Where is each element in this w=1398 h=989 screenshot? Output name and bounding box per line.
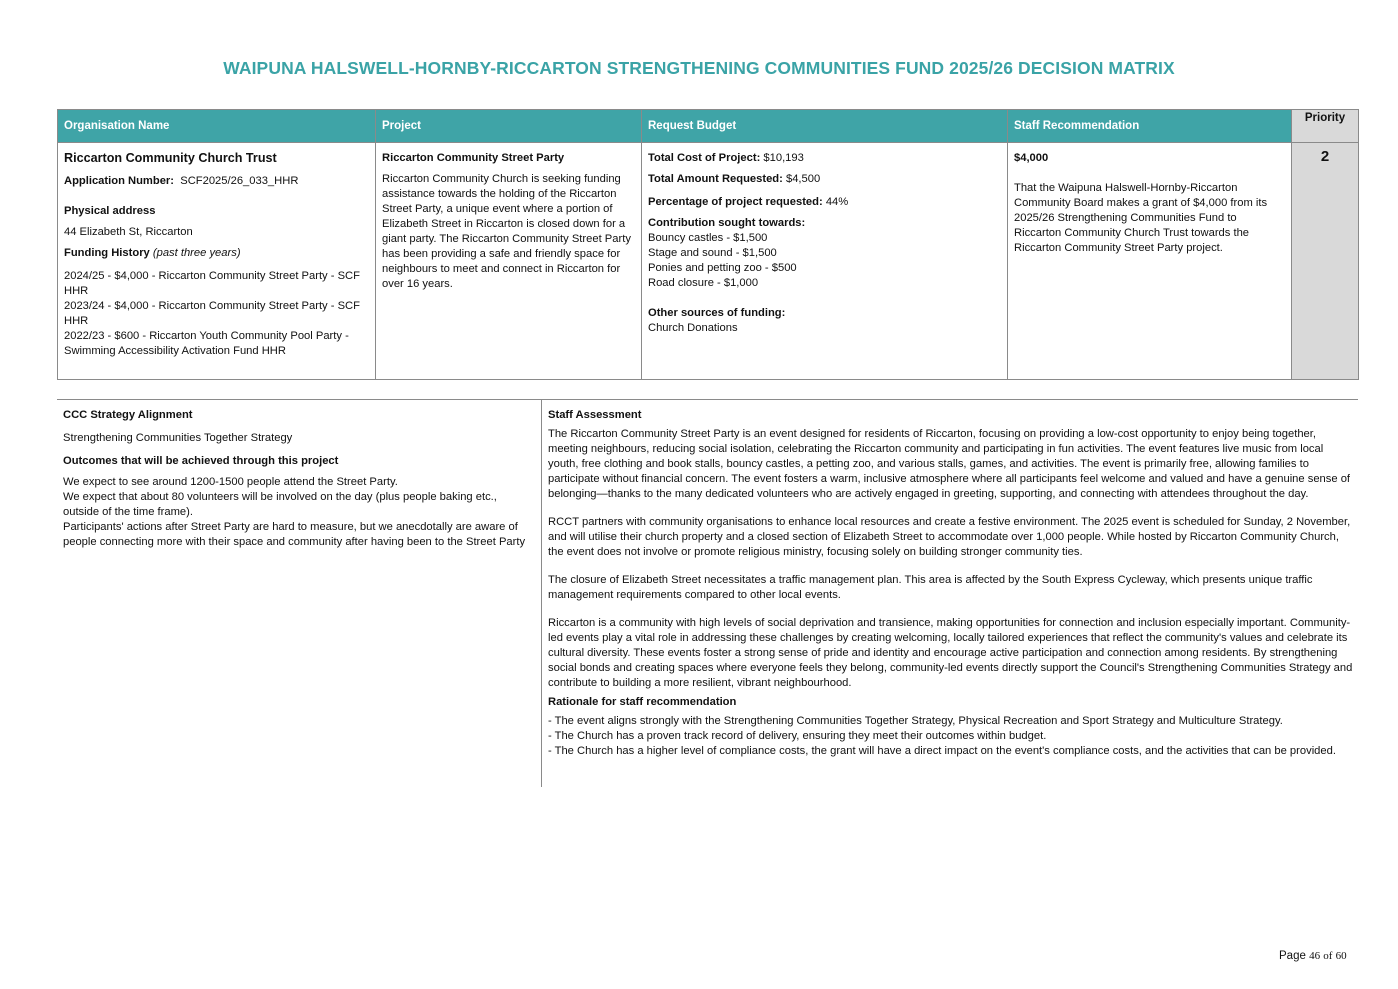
list-item: - The event aligns strongly with the Strengthening Communities Together Strategy, Physical Recreation and Sport Strategy and Multiculture Strategy. bbox=[548, 715, 1283, 727]
page-number bbox=[1279, 950, 1347, 962]
strategy-heading: CCC Strategy Alignment bbox=[63, 409, 193, 421]
application-number-label: Application Number: bbox=[64, 175, 175, 187]
total-cost-value: $10,193 bbox=[763, 152, 804, 164]
organisation-cell bbox=[58, 143, 376, 380]
other-funding-value: Church Donations bbox=[648, 322, 738, 334]
assessment-paragraph: Riccarton is a community with high levels of social deprivation and transience, making opportunities for connection and inclusion especially important. Community-led events play a vital role in addressing these challenges by creating welcoming, locally tailored experiences that reflect the community's values and celebrate its cultural diversity. These events foster a strong sense of pride and identity and encourage active participation and connection among residents. By strengthening social bonds and creating spaces where everyone feels they belong, community-led events directly support the Council's Strengthening Communities Strategy and contribute to building a more resilient, vibrant neighbourhood. bbox=[548, 617, 1353, 689]
rationale-list bbox=[548, 714, 1353, 759]
rationale-heading: Rationale for staff recommendation bbox=[548, 696, 737, 708]
recommendation-text: That the Waipuna Halswell-Hornby-Riccarton Community Board makes a grant of $4,000 from its 2025/26 Strengthening Communities Fund to Riccarton Community Church Trust towards the Riccarton Community Street Party project. bbox=[1014, 182, 1268, 254]
recommendation-amount: $4,000 bbox=[1014, 152, 1049, 164]
column-header-budget: Request Budget bbox=[642, 110, 1008, 143]
list-item: - The Church has a proven track record of delivery, ensuring they meet their outcomes within budget. bbox=[548, 730, 1047, 742]
budget-cell bbox=[642, 143, 1008, 380]
funding-history-note: (past three years) bbox=[152, 247, 241, 259]
physical-address-value: 44 Elizabeth St, Riccarton bbox=[64, 226, 193, 238]
contribution-list bbox=[648, 231, 1001, 291]
decision-matrix-table bbox=[57, 109, 1359, 380]
total-requested-label: Total Amount Requested: bbox=[648, 173, 783, 185]
percentage-requested-value: 44% bbox=[825, 196, 849, 208]
priority-value: 2 bbox=[1292, 143, 1359, 380]
project-cell bbox=[376, 143, 642, 380]
list-item: Road closure - $1,000 bbox=[648, 277, 759, 289]
recommendation-cell bbox=[1008, 143, 1292, 380]
application-number-value: SCF2025/26_033_HHR bbox=[180, 175, 299, 187]
project-description: Riccarton Community Church is seeking funding assistance towards the holding of the Riccarton Street Party, a unique event where a portion of Elizabeth Street in Riccarton is closed down for a giant party. The Riccarton Community Street Party has been providing a safe and friendly space for neighbours to meet and connect in Riccarton for over 16 years. bbox=[382, 173, 631, 290]
page-total: 60 bbox=[1335, 950, 1347, 962]
funding-history-list bbox=[64, 269, 369, 359]
assessment-paragraph: The Riccarton Community Street Party is an event designed for residents of Riccarton, focusing on providing a low-cost opportunity to enjoy being together, meeting neighbours, reducing social isolation, celebrating the Riccarton community and participating in fun activities. The event features live music from local youth, free clothing and book stalls, bouncy castles, a petting zoo, and various stalls, games, and activities. The event is primarily free, allowing families to participate without financial concern. The event fosters a warm, inclusive atmosphere where all participants feel welcome and valued and have a genuine sense of belonging—thanks to the many dedicated volunteers who are actively engaged in greeting, supporting, and connecting with attendees throughout the day. bbox=[548, 428, 1351, 500]
total-cost-label: Total Cost of Project: bbox=[648, 152, 761, 164]
list-item: 2024/25 - $4,000 - Riccarton Community Street Party - SCF HHR bbox=[64, 270, 360, 297]
list-item: 2023/24 - $4,000 - Riccarton Community Street Party - SCF HHR bbox=[64, 300, 360, 327]
other-funding-label: Other sources of funding: bbox=[648, 307, 786, 319]
total-cost bbox=[648, 151, 1001, 166]
outcomes-heading: Outcomes that will be achieved through this project bbox=[63, 455, 339, 467]
column-divider bbox=[541, 400, 542, 787]
funding-history-label: Funding History bbox=[64, 247, 150, 259]
list-item: Participants' actions after Street Party are hard to measure, but we anecdotally are aware of people connecting more with their space and community after having been to the Street Party bbox=[63, 521, 526, 548]
list-item: Stage and sound - $1,500 bbox=[648, 247, 777, 259]
list-item: We expect that about 80 volunteers will be involved on the day (plus people baking etc., outside of the time frame). bbox=[63, 491, 497, 518]
percentage-requested-label: Percentage of project requested: bbox=[648, 196, 823, 208]
column-header-priority: Priority bbox=[1292, 110, 1359, 143]
contribution-label: Contribution sought towards: bbox=[648, 217, 806, 229]
outcomes-list bbox=[63, 475, 533, 550]
application-number bbox=[64, 174, 369, 189]
funding-history-heading bbox=[64, 246, 369, 261]
strategy-name: Strengthening Communities Together Strategy bbox=[63, 432, 293, 444]
table-row bbox=[58, 143, 1359, 380]
assessment-paragraph: RCCT partners with community organisations to enhance local resources and create a festive environment. The 2025 event is scheduled for Sunday, 2 November, and will utilise their church property and a closed section of Elizabeth Street to accommodate over 1,000 people. While hosted by Riccarton Community Church, the event does not involve or promote religious ministry, focusing solely on building stronger community ties. bbox=[548, 516, 1351, 558]
project-name: Riccarton Community Street Party bbox=[382, 152, 565, 164]
assessment-paragraph: The closure of Elizabeth Street necessitates a traffic management plan. This area is affected by the South Express Cycleway, which presents unique traffic management requirements compared to other local events. bbox=[548, 574, 1313, 601]
list-item: Bouncy castles - $1,500 bbox=[648, 232, 768, 244]
percentage-requested bbox=[648, 195, 1001, 210]
physical-address-label: Physical address bbox=[64, 205, 156, 217]
page-label: Page bbox=[1279, 950, 1306, 962]
page-of: of bbox=[1323, 950, 1333, 962]
list-item: Ponies and petting zoo - $500 bbox=[648, 262, 797, 274]
staff-assessment-column bbox=[548, 408, 1353, 759]
total-requested bbox=[648, 172, 1001, 187]
list-item: - The Church has a higher level of compliance costs, the grant will have a direct impact on the event's compliance costs, and the activities that can be provided. bbox=[548, 745, 1336, 757]
column-header-organisation: Organisation Name bbox=[58, 110, 376, 143]
page-current: 46 bbox=[1309, 950, 1321, 962]
page-title: WAIPUNA HALSWELL-HORNBY-RICCARTON STRENGTHENING COMMUNITIES FUND 2025/26 DECISION MATRIX bbox=[223, 58, 1175, 78]
list-item: We expect to see around 1200-1500 people attend the Street Party. bbox=[63, 476, 398, 488]
table-header-row bbox=[58, 110, 1359, 143]
assessment-section bbox=[57, 399, 1358, 757]
total-requested-value: $4,500 bbox=[785, 173, 821, 185]
list-item: 2022/23 - $600 - Riccarton Youth Community Pool Party - Swimming Accessibility Activation Fund HHR bbox=[64, 330, 349, 357]
strategy-column bbox=[63, 408, 533, 550]
organisation-name: Riccarton Community Church Trust bbox=[64, 151, 277, 165]
column-header-project: Project bbox=[376, 110, 642, 143]
column-header-recommendation: Staff Recommendation bbox=[1008, 110, 1292, 143]
staff-assessment-heading: Staff Assessment bbox=[548, 409, 642, 421]
